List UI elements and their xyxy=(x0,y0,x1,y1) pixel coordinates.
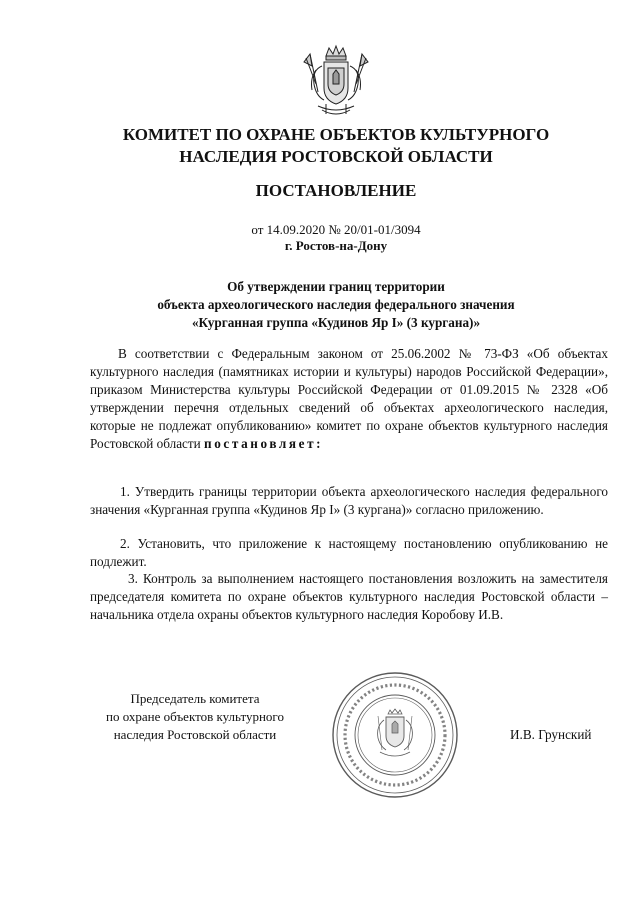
decree-word: постановляет: xyxy=(204,436,324,451)
preamble-paragraph xyxy=(90,345,608,453)
signatory-title-line-2: по охране объектов культурного xyxy=(106,709,284,724)
decree-item-1: 1. Утвердить границы территории объекта археологического наследия федерального значения «Курганная группа «Кудинов Яр I» (3 кургана)» согласно приложению. xyxy=(90,484,608,517)
subject-line-3: «Курганная группа «Кудинов Яр I» (3 кургана)» xyxy=(191,315,481,330)
date-number: от 14.09.2020 № 20/01-01/3094 xyxy=(251,222,421,237)
decree-item-3: 3. Контроль за выполнением настоящего постановления возложить на заместителя председателя комитета по охране объектов культурного наследия Ростовской области – начальника отдела охраны объектов культурного наследия Коробову И.В. xyxy=(90,571,608,622)
signatory-name: И.В. Грунский xyxy=(510,727,592,742)
coat-of-arms-icon xyxy=(300,44,372,120)
official-seal-icon xyxy=(330,670,460,800)
org-name-line-2: НАСЛЕДИЯ РОСТОВСКОЙ ОБЛАСТИ xyxy=(179,147,493,166)
document-type: ПОСТАНОВЛЕНИЕ xyxy=(255,181,417,200)
signatory-title xyxy=(90,690,300,744)
subject-line-1: Об утверждении границ территории xyxy=(227,279,445,294)
signatory-title-line-1: Председатель комитета xyxy=(130,691,260,706)
city: г. Ростов-на-Дону xyxy=(284,238,388,253)
decree-item-2: 2. Установить, что приложение к настоящему постановлению опубликованию не подлежит. xyxy=(90,536,608,569)
signatory-title-line-3: наследия Ростовской области xyxy=(113,727,277,742)
subject-line-2: объекта археологического наследия федерального значения xyxy=(157,297,515,312)
org-name-line-1: КОМИТЕТ ПО ОХРАНЕ ОБЪЕКТОВ КУЛЬТУРНОГО xyxy=(122,125,550,144)
preamble-text: В соответствии с Федеральным законом от 25.06.2002 № 73-ФЗ «Об объектах культурного наследия (памятниках истории и культуры) народов Российской Федерации», приказом Министерства культуры Российской Федерации от 01.09.2015 № 2328 «Об утверждении перечня отдельных сведений об объектах археологического наследия, которые не подлежат опубликованию» комитет по охране объектов культурного наследия Ростовской области xyxy=(90,346,608,451)
